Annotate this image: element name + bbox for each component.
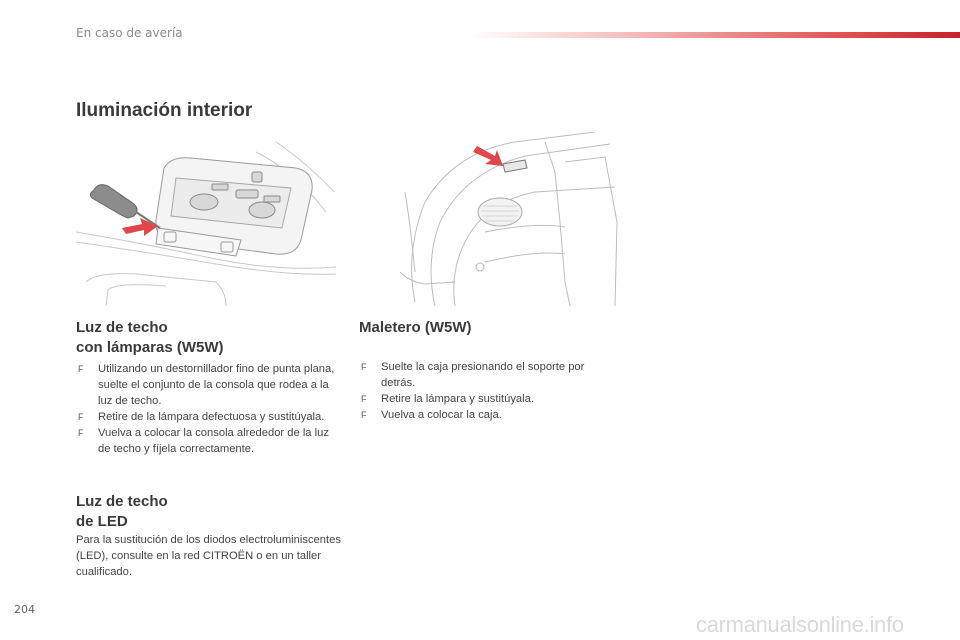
- watermark: carmanualsonline.info: [696, 612, 904, 637]
- list-item: F Retire la lámpara y sustitúyala.: [361, 393, 534, 405]
- header-accent-bar: [470, 32, 960, 38]
- section-title-lamps-line1: Luz de techo: [76, 319, 168, 336]
- list-item: F Utilizando un destornillador fino de punta plana, suelte el conjunto de la consola que rodea a la luz de techo.: [78, 363, 335, 407]
- page-title: Iluminación interior: [76, 100, 253, 121]
- led-paragraph: Para la sustitución de los diodos electroluminiscentes (LED), consulte en la red CITROËN o en un taller cualificado.: [76, 534, 341, 578]
- list-item: F Vuelva a colocar la caja.: [361, 409, 502, 421]
- bullet-icon: F: [78, 364, 84, 374]
- boot-light-illustration: [395, 132, 620, 306]
- list-item: F Vuelva a colocar la consola alrededor de la luz de techo y fíjela correctamente.: [78, 427, 329, 455]
- bullet-icon: F: [361, 410, 367, 420]
- list-item: F Suelte la caja presionando el soporte por detrás.: [361, 361, 585, 389]
- bullet-icon: F: [361, 362, 367, 372]
- section-title-led: [76, 492, 168, 532]
- section-header-title: En caso de avería: [76, 26, 183, 40]
- boot-steps-list: [359, 359, 621, 423]
- bullet-icon: F: [78, 412, 84, 422]
- page-number: 204: [14, 603, 35, 616]
- ceiling-light-screwdriver-illustration: [76, 132, 336, 306]
- bullet-icon: F: [78, 428, 84, 438]
- section-title-lamps: [76, 318, 224, 358]
- bullet-icon: F: [361, 394, 367, 404]
- section-title-led-line2: de LED: [76, 513, 128, 530]
- list-item: F Retire de la lámpara defectuosa y sustitúyala.: [78, 411, 325, 423]
- section-title-lamps-line2: con lámparas (W5W): [76, 339, 224, 356]
- section-title-boot: Maletero (W5W): [359, 319, 472, 336]
- lamps-steps-list: [76, 361, 342, 457]
- section-title-led-line1: Luz de techo: [76, 493, 168, 510]
